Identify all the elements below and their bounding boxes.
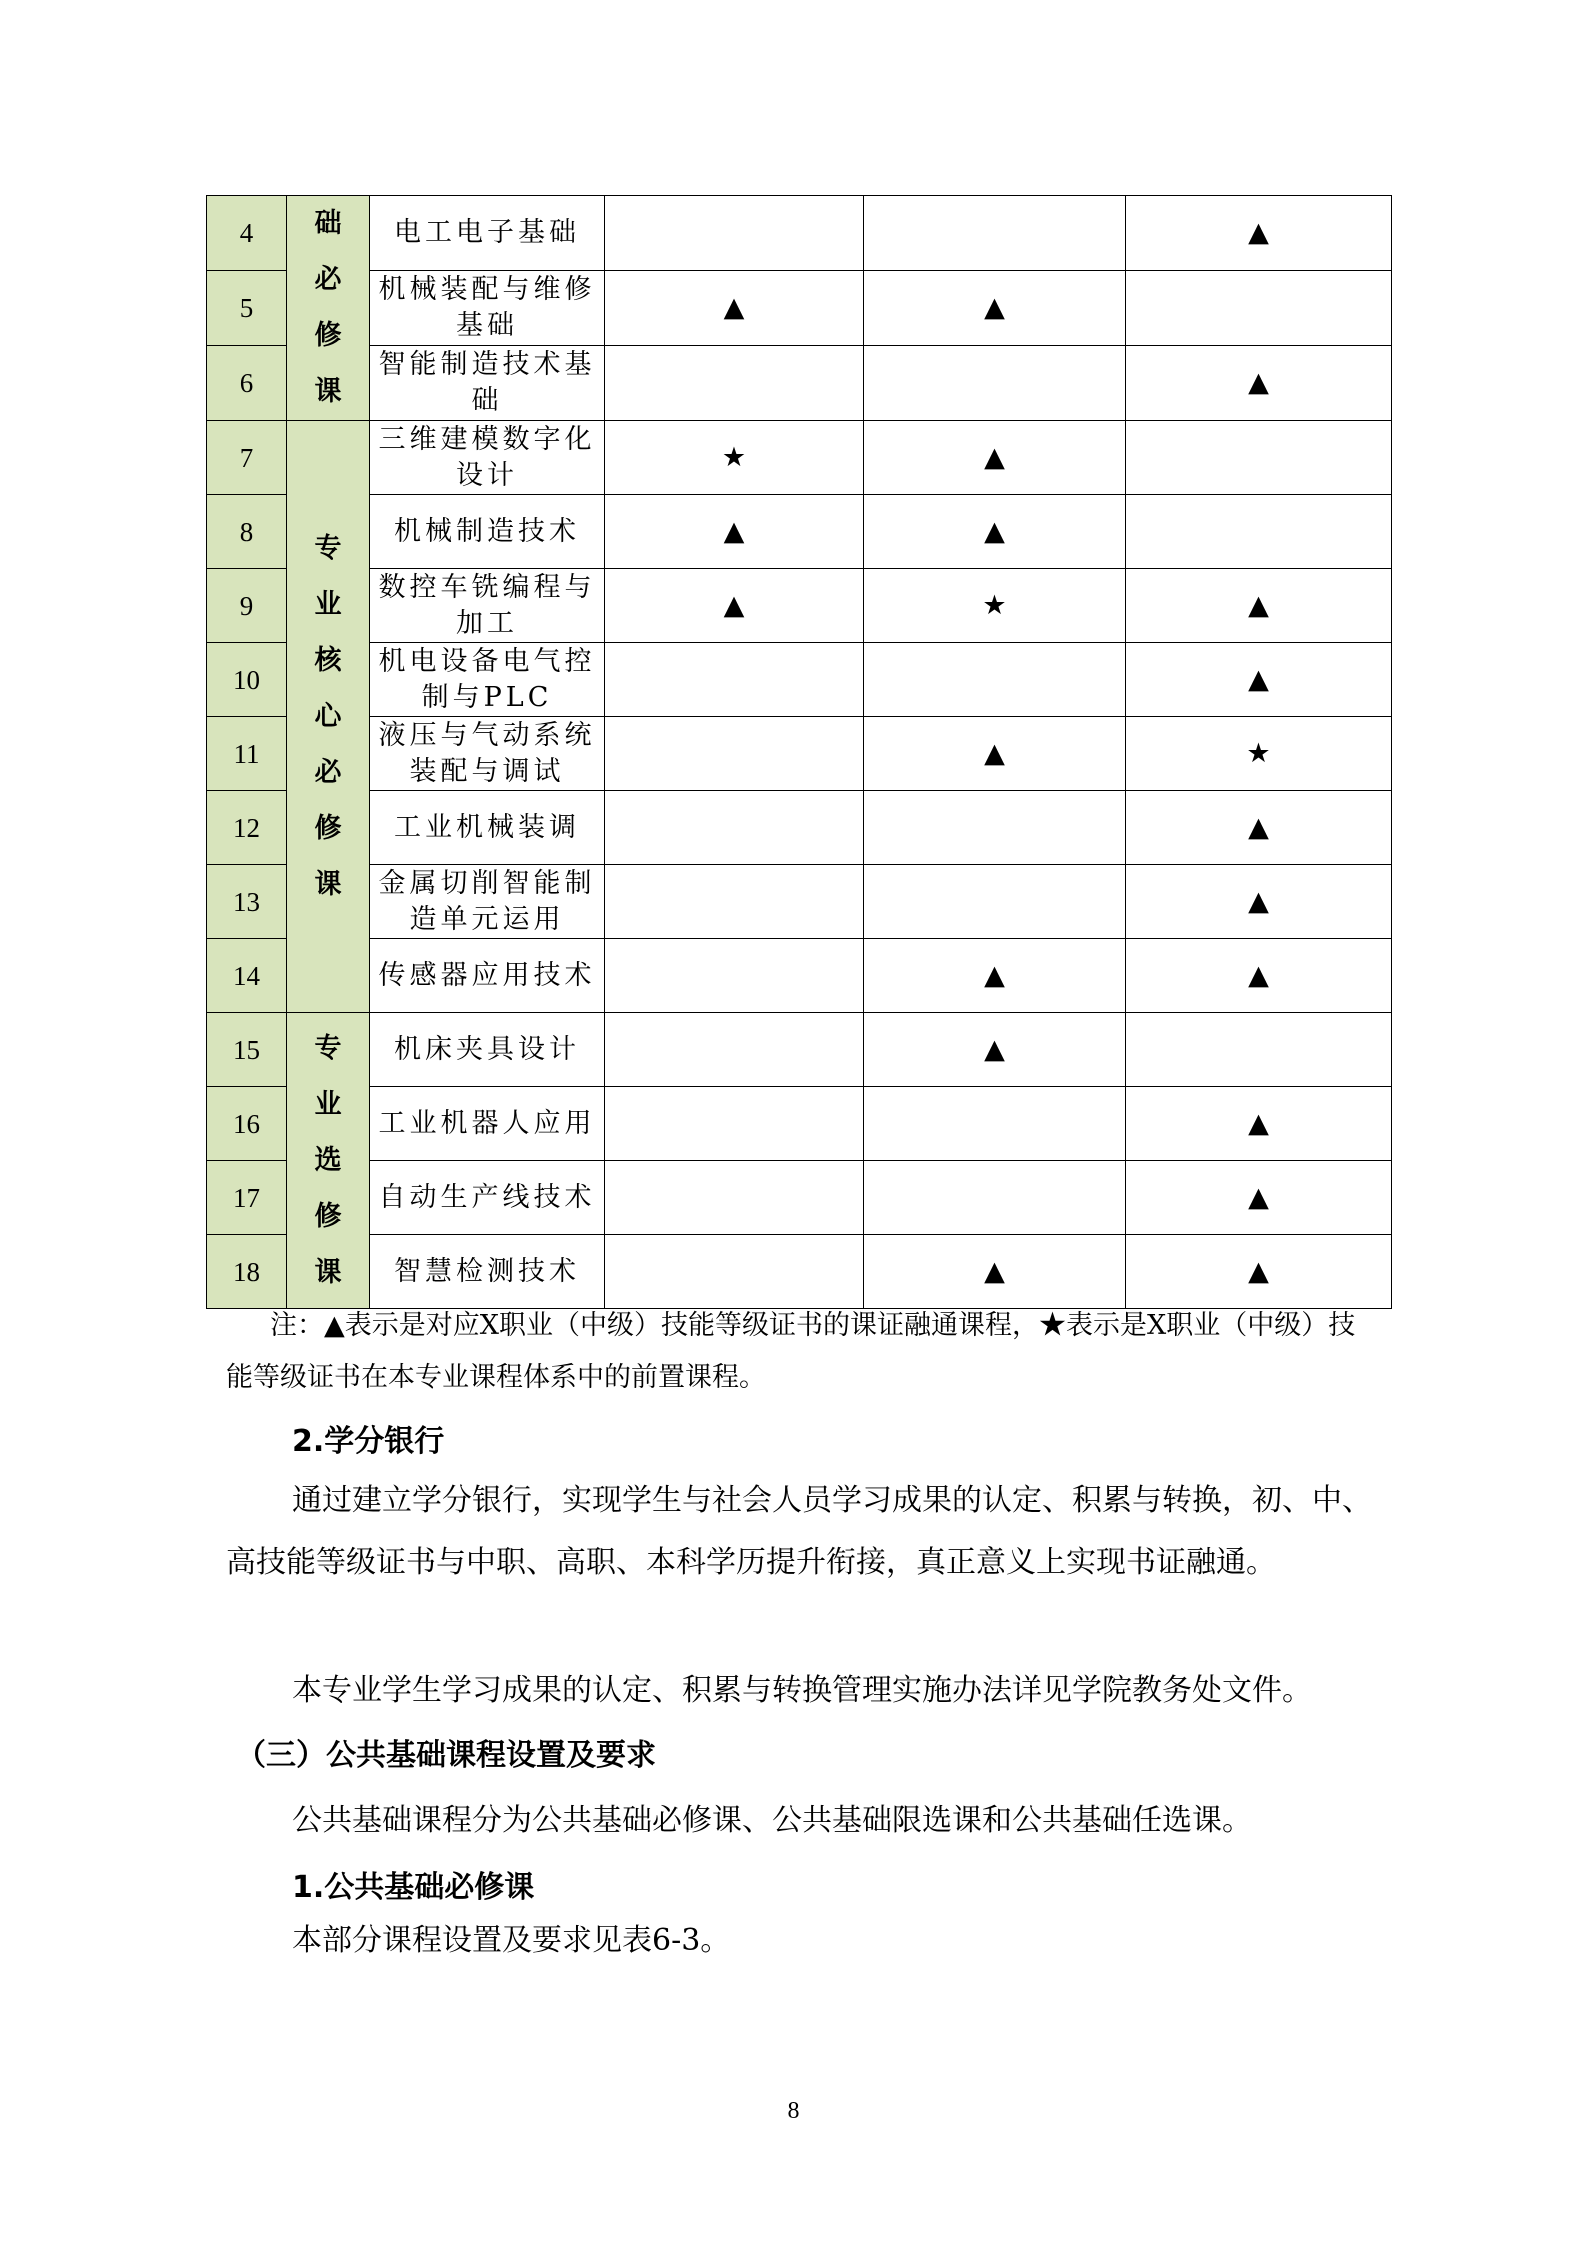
row-number: 12 xyxy=(207,791,287,865)
mark-cell-1 xyxy=(605,1161,864,1235)
course-name: 数控车铣编程与加工 xyxy=(370,569,605,643)
mark-cell-1 xyxy=(605,939,864,1013)
table-note xyxy=(226,1300,1376,1404)
row-number: 16 xyxy=(207,1087,287,1161)
mark-cell-2: ▲ xyxy=(864,939,1126,1013)
table-row xyxy=(207,196,1392,271)
mark-cell-1 xyxy=(605,1087,864,1161)
mark-cell-3: ▲ xyxy=(1126,1087,1392,1161)
course-certificate-table xyxy=(206,195,1392,1309)
course-name: 液压与气动系统装配与调试 xyxy=(370,717,605,791)
course-name: 工业机器人应用 xyxy=(370,1087,605,1161)
category-label: 专业核心必修课 xyxy=(314,532,342,900)
course-name: 智慧检测技术 xyxy=(370,1235,605,1309)
mark-cell-3 xyxy=(1126,271,1392,346)
category-basic xyxy=(287,196,370,421)
table-row xyxy=(207,569,1392,643)
mark-cell-1 xyxy=(605,717,864,791)
row-number: 4 xyxy=(207,196,287,271)
course-name: 机床夹具设计 xyxy=(370,1013,605,1087)
mark-cell-3: ▲ xyxy=(1126,569,1392,643)
category-elective xyxy=(287,1013,370,1309)
mark-cell-3: ▲ xyxy=(1126,643,1392,717)
table-row xyxy=(207,1087,1392,1161)
course-name: 三维建模数字化设计 xyxy=(370,421,605,495)
credit-bank-paragraph-2: 本专业学生学习成果的认定、积累与转换管理实施办法详见学院教务处文件。 xyxy=(292,1673,1312,1708)
course-name: 工业机械装调 xyxy=(370,791,605,865)
mark-cell-3: ▲ xyxy=(1126,1161,1392,1235)
table-row xyxy=(207,271,1392,346)
public-required-heading: 1.公共基础必修课 xyxy=(292,1870,535,1905)
mark-cell-3: ▲ xyxy=(1126,196,1392,271)
mark-cell-3: ▲ xyxy=(1126,791,1392,865)
row-number: 10 xyxy=(207,643,287,717)
mark-cell-2 xyxy=(864,1087,1126,1161)
mark-cell-1 xyxy=(605,791,864,865)
table-row xyxy=(207,495,1392,569)
mark-cell-1: ★ xyxy=(605,421,864,495)
mark-cell-3: ▲ xyxy=(1126,1235,1392,1309)
mark-cell-2 xyxy=(864,643,1126,717)
table-row xyxy=(207,791,1392,865)
mark-cell-1 xyxy=(605,196,864,271)
row-number: 17 xyxy=(207,1161,287,1235)
table-row xyxy=(207,643,1392,717)
mark-cell-2 xyxy=(864,791,1126,865)
row-number: 13 xyxy=(207,865,287,939)
table-row xyxy=(207,1161,1392,1235)
row-number: 18 xyxy=(207,1235,287,1309)
mark-cell-3 xyxy=(1126,495,1392,569)
mark-cell-1 xyxy=(605,865,864,939)
note-text: 注：▲表示是对应X职业（中级）技能等级证书的课证融通课程，★表示是X职业（中级）技能等级证书在本专业课程体系中的前置课程。 xyxy=(226,1310,1356,1393)
section-heading-public-courses: （三）公共基础课程设置及要求 xyxy=(236,1738,656,1773)
course-name: 机电设备电气控制与PLC xyxy=(370,643,605,717)
row-number: 15 xyxy=(207,1013,287,1087)
credit-bank-heading: 2.学分银行 xyxy=(292,1424,445,1459)
mark-cell-3: ▲ xyxy=(1126,346,1392,421)
mark-cell-1 xyxy=(605,1235,864,1309)
table-row xyxy=(207,1235,1392,1309)
public-courses-intro: 公共基础课程分为公共基础必修课、公共基础限选课和公共基础任选课。 xyxy=(292,1803,1252,1838)
mark-cell-3 xyxy=(1126,421,1392,495)
row-number: 7 xyxy=(207,421,287,495)
category-label: 础必修课 xyxy=(314,208,342,407)
table-row xyxy=(207,865,1392,939)
mark-cell-2 xyxy=(864,1161,1126,1235)
mark-cell-2: ▲ xyxy=(864,421,1126,495)
course-name: 机械制造技术 xyxy=(370,495,605,569)
credit-bank-paragraph-1: 通过建立学分银行，实现学生与社会人员学习成果的认定、积累与转换，初、中、高技能等级证书与中职、高职、本科学历提升衔接，真正意义上实现书证融通。 xyxy=(226,1483,1372,1580)
mark-cell-2 xyxy=(864,865,1126,939)
course-name: 自动生产线技术 xyxy=(370,1161,605,1235)
table-row xyxy=(207,717,1392,791)
mark-cell-1 xyxy=(605,643,864,717)
course-name: 传感器应用技术 xyxy=(370,939,605,1013)
category-core xyxy=(287,421,370,1013)
mark-cell-1: ▲ xyxy=(605,271,864,346)
mark-cell-3 xyxy=(1126,1013,1392,1087)
mark-cell-2 xyxy=(864,346,1126,421)
row-number: 6 xyxy=(207,346,287,421)
mark-cell-2: ▲ xyxy=(864,1013,1126,1087)
mark-cell-1 xyxy=(605,1013,864,1087)
table-row xyxy=(207,939,1392,1013)
mark-cell-2: ▲ xyxy=(864,1235,1126,1309)
public-required-paragraph: 本部分课程设置及要求见表6-3。 xyxy=(292,1923,731,1958)
course-name: 智能制造技术基础 xyxy=(370,346,605,421)
mark-cell-2: ▲ xyxy=(864,271,1126,346)
table-row xyxy=(207,1013,1392,1087)
mark-cell-1 xyxy=(605,346,864,421)
course-name: 金属切削智能制造单元运用 xyxy=(370,865,605,939)
mark-cell-3: ★ xyxy=(1126,717,1392,791)
course-name: 电工电子基础 xyxy=(370,196,605,271)
mark-cell-3: ▲ xyxy=(1126,939,1392,1013)
table-row xyxy=(207,346,1392,421)
mark-cell-1: ▲ xyxy=(605,569,864,643)
mark-cell-1: ▲ xyxy=(605,495,864,569)
mark-cell-2 xyxy=(864,196,1126,271)
page-number: 8 xyxy=(787,2098,800,2124)
row-number: 5 xyxy=(207,271,287,346)
mark-cell-2: ★ xyxy=(864,569,1126,643)
mark-cell-3: ▲ xyxy=(1126,865,1392,939)
row-number: 9 xyxy=(207,569,287,643)
course-name: 机械装配与维修基础 xyxy=(370,271,605,346)
row-number: 11 xyxy=(207,717,287,791)
mark-cell-2: ▲ xyxy=(864,495,1126,569)
row-number: 14 xyxy=(207,939,287,1013)
row-number: 8 xyxy=(207,495,287,569)
mark-cell-2: ▲ xyxy=(864,717,1126,791)
category-label: 专业选修课 xyxy=(314,1032,342,1288)
table-row xyxy=(207,421,1392,495)
